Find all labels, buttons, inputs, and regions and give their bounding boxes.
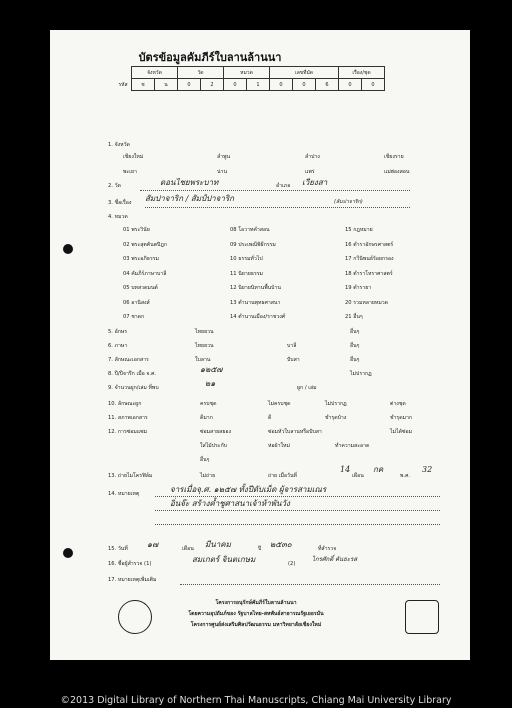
bundle-count-value: ๒๑ — [205, 379, 216, 388]
field-label: เดือน — [352, 473, 364, 479]
field-label: 5. อักษร — [108, 329, 128, 335]
field-label: 3. ชื่อเรื่อง — [108, 200, 132, 206]
checkbox-option[interactable]: ไม่ได้ซ่อม — [390, 429, 413, 435]
org-line-1: โครงการอนุรักษ์คัมภีร์ใบลานล้านนา — [215, 600, 297, 606]
checkbox-option[interactable]: ถ่าย เมื่อวันที่ — [268, 473, 297, 479]
field-label: 17. หมายเหตุเพิ่มเติม — [108, 577, 157, 583]
category-option[interactable]: 07 ชาดก — [123, 314, 145, 320]
category-option[interactable]: 09 ประเพณีพิธีกรรม — [230, 241, 276, 248]
survey-day: ๑๗ — [147, 540, 159, 549]
year-value: ๑๒๕๗ — [200, 365, 223, 374]
checkbox-option[interactable]: เชียงใหม่ — [123, 154, 144, 160]
field-label: 2. วัด — [108, 183, 121, 189]
category-option[interactable]: 21 อื่นๆ — [345, 314, 363, 320]
field-label: ปี — [258, 546, 262, 552]
code-cell: 0 — [339, 79, 362, 91]
checkbox-option[interactable]: อื่นๆ — [200, 457, 210, 463]
checkbox-option[interactable]: อื่นๆ — [350, 343, 360, 349]
code-cell: 0 — [362, 79, 385, 91]
category-option[interactable]: 15 กฎหมาย — [345, 227, 373, 233]
field-label: 10. ลักษณะผูก — [108, 401, 142, 407]
punch-hole — [63, 244, 73, 254]
checkbox-option[interactable]: ดีมาก — [200, 415, 213, 421]
category-option[interactable]: 12 นิยายนิทานพื้นบ้าน — [230, 285, 281, 291]
survey-year: ๒๕๓๐ — [270, 540, 292, 549]
field-label: พ.ศ. — [400, 473, 411, 479]
checkbox-option[interactable]: ลำพูน — [217, 154, 231, 160]
remark-line-1: จารเมื่อจุ.ศ. ๑๒๕๗ ทั้งปีดับเม็ด ผู้จารสามเณร — [170, 485, 327, 494]
category-option[interactable]: 04 คัมภีร์ภาษาบาลี — [123, 270, 167, 277]
checkbox-option[interactable]: ไทยยวน — [195, 343, 214, 349]
category-option[interactable]: 20 รวมหลายหมวด — [345, 299, 389, 306]
code-cell: 1 — [247, 79, 270, 91]
field-label: 14. หมายเหตุ — [108, 491, 140, 497]
surveyor-1: สมเกตร์ จินตเกษม — [192, 555, 256, 564]
category-option[interactable]: 19 ตำรายา — [345, 285, 372, 291]
surveyor-2: ไกรศักดิ์ คันธะรส — [312, 556, 358, 563]
checkbox-option[interactable]: อื่นๆ — [350, 329, 360, 335]
checkbox-option[interactable]: ซ่อมสายสยอง — [200, 429, 232, 435]
checkbox-option[interactable]: ซ่อมหัวใบลานหรือปับสา — [268, 429, 322, 435]
org-line-3: โครงการศูนย์ส่งเสริมศิลปวัฒนธรรม มหาวิทยาลัยเชียงใหม่ — [190, 622, 322, 628]
category-option[interactable]: 13 ตำนานพุทธศาสนา — [230, 299, 281, 306]
checkbox-option[interactable]: ต่างชุด — [390, 401, 406, 407]
category-option[interactable]: 11 นิยายธรรม — [230, 270, 263, 277]
category-option[interactable]: 14 ตำนานเมือง/ราชวงศ์ — [230, 314, 286, 320]
checkbox-option[interactable]: บาลี — [287, 343, 297, 349]
checkbox-option[interactable]: ทำความสะอาด — [335, 443, 370, 449]
remark-line-2: อิ่นจ๊ะ สร้างค้ำชูศาสนาเจ้าห้าพันวัง — [170, 499, 290, 508]
field-label: อำเภอ — [276, 183, 291, 189]
code-cell: 0 — [293, 79, 316, 91]
manuscript-title-value: สัมปาจาริก / สัมป์ปาจาริก — [145, 194, 234, 203]
category-option[interactable]: 02 พระสุตตันตปิฎก — [123, 241, 167, 248]
category-option[interactable]: 16 ตำราอักษรศาสตร์ — [345, 241, 394, 248]
field-label: 6. ภาษา — [108, 343, 128, 349]
punch-hole — [63, 548, 73, 558]
survey-month: มีนาคม — [205, 540, 231, 549]
checkbox-option[interactable]: เชียงราย — [384, 154, 404, 160]
microfilm-day: 14 — [340, 465, 351, 474]
code-row-label: รหัส — [118, 81, 128, 88]
code-cell: น — [155, 79, 178, 91]
field-label: ที่สำรวจ — [318, 546, 337, 552]
temple-value: ดอนไชยพระบาท — [160, 178, 219, 187]
category-option[interactable]: 10 ธรรมทั่วไป — [230, 256, 263, 262]
org-line-2: โดยความอุปถัมภ์ของ รัฐบาลไทย-สหพันธ์สาธารณรัฐเยอรมัน — [188, 611, 324, 617]
page-title: บัตรข้อมูลคัมภีร์ใบลานล้านนา — [138, 51, 282, 64]
field-label: 9. จำนวนผูก/เล่ม ที่พบ — [108, 385, 159, 391]
field-label: 13. ถ่ายไมโครฟิล์ม — [108, 473, 153, 479]
code-cell: ช — [132, 79, 155, 91]
checkbox-option[interactable]: ไม่ถ่าย — [200, 473, 216, 479]
code-cell: 0 — [178, 79, 201, 91]
category-option[interactable]: 03 พระอภิธรรม — [123, 256, 159, 262]
field-label: (2) — [288, 561, 296, 567]
microfilm-year: 32 — [422, 465, 433, 474]
checkbox-option[interactable]: ชำรุดมาก — [390, 415, 413, 421]
code-cell: 6 — [316, 79, 339, 91]
field-label: 15. วันที่ — [108, 546, 128, 552]
checkbox-option[interactable]: ไทยยวน — [195, 329, 214, 335]
code-header: หมวด — [224, 67, 270, 79]
category-option[interactable]: 18 ตำราโหราศาสตร์ — [345, 270, 393, 277]
checkbox-option[interactable]: ใบลาน — [195, 357, 211, 363]
code-table — [115, 66, 385, 91]
checkbox-option[interactable]: ใส่ไม้ประกับ — [200, 443, 228, 449]
checkbox-option[interactable]: ดี — [268, 415, 272, 421]
checkbox-option[interactable]: แม่ฮ่องสอน — [384, 169, 410, 175]
checkbox-option[interactable]: ปับสา — [287, 357, 300, 363]
field-label: 12. การซ่อมแซม — [108, 429, 148, 435]
code-cell: 0 — [270, 79, 293, 91]
category-option[interactable]: 08 โอวาทคำสอน — [230, 227, 270, 233]
field-label: 8. ปี/ปีจารึก เมื่อ จ.ศ. — [108, 371, 157, 377]
checkbox-option[interactable]: ครบชุด — [200, 401, 217, 407]
field-label: เดือน — [182, 546, 194, 552]
checkbox-option[interactable]: ไม่ปรากฏ — [325, 401, 347, 407]
code-cell: 0 — [224, 79, 247, 91]
checkbox-option[interactable]: ไม่ปรากฏ — [350, 371, 372, 377]
checkbox-option[interactable]: อื่นๆ — [350, 357, 360, 363]
unit-label: ผูก / เล่ม — [297, 385, 317, 391]
checkbox-option[interactable]: ห่อผ้าใหม่ — [268, 443, 290, 449]
field-label: 1. จังหวัด — [108, 142, 130, 148]
checkbox-option[interactable]: แพร่ — [305, 169, 315, 175]
checkbox-option[interactable]: พะเยา — [123, 169, 137, 175]
checkbox-option[interactable]: ชำรุดบ้าง — [325, 415, 347, 421]
category-option[interactable]: 01 พระวินัย — [123, 227, 150, 233]
amphoe-value: เวียงสา — [302, 178, 328, 187]
code-header: วัด — [178, 67, 224, 79]
code-header: จังหวัด — [132, 67, 178, 79]
copyright-footer: ©2013 Digital Library of Northern Thai Manuscripts, Chiang Mai University Library — [60, 695, 452, 706]
category-option[interactable]: 17 กวีนิพนธ์ร้อยกรอง — [345, 256, 394, 262]
checkbox-option[interactable]: ลำปาง — [305, 154, 320, 160]
category-option[interactable]: 05 บทสวดมนต์ — [123, 285, 158, 291]
checkbox-option[interactable]: น่าน — [217, 169, 228, 175]
field-label: 7. ลักษณะเอกสาร — [108, 357, 149, 363]
manuscript-title-note: (สัมปาจาริก) — [334, 199, 363, 205]
microfilm-month: กค — [373, 465, 384, 474]
checkbox-option[interactable]: ไม่ครบชุด — [268, 401, 291, 407]
code-header: เลขที่มัด — [270, 67, 339, 79]
code-header: เรื่อง/ชุด — [339, 67, 385, 79]
category-option[interactable]: 06 อานิสงส์ — [123, 299, 150, 306]
code-cell: 2 — [201, 79, 224, 91]
field-label: 11. สภาพเอกสาร — [108, 415, 148, 421]
field-label: 4. หมวด — [108, 214, 128, 220]
field-label: 16. ชื่อผู้สำรวจ (1) — [108, 561, 152, 567]
